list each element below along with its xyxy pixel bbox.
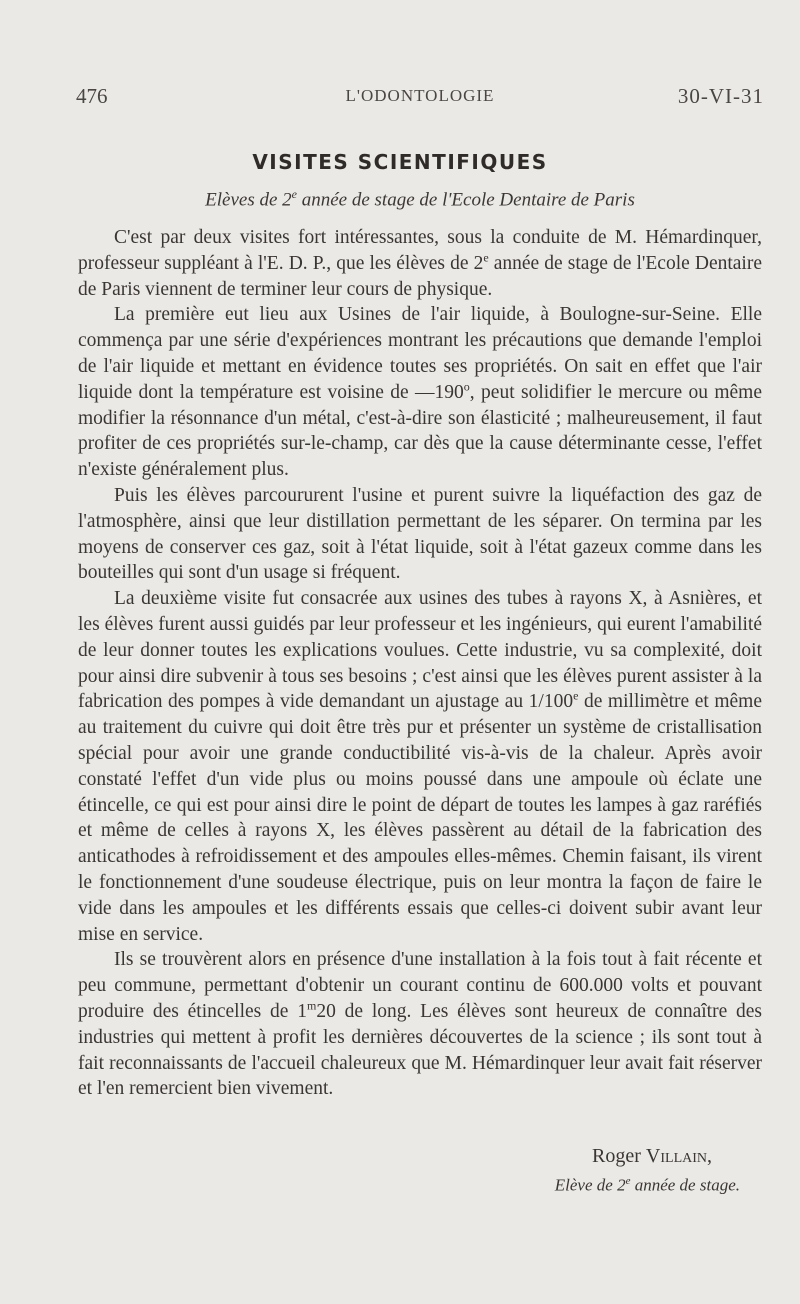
paragraph-2-text-a: La première eut lieu aux Usines de l'air liquide, à Boulogne-sur-Seine. Elle commença par une série d'expériences montrant les précautions que demande l'emploi de l'air liquide et mettant en évidence toutes ses propriétés. On sait en effet que l'air liquide dont la température est voisine de —190 <box>78 304 762 403</box>
journal-title: L'ODONTOLOGIE <box>345 86 495 105</box>
signature-role-superscript: e <box>625 1175 631 1187</box>
signature-role-text-b: année de stage. <box>630 1175 740 1195</box>
paragraph-1-text-a: C'est par deux visites fort intéressantes, sous la conduite de M. Hémardinquer, professeur suppléant à l'E. D. P., que les élèves de 2 <box>78 227 762 274</box>
paragraph-5-superscript: m <box>307 998 317 1013</box>
paragraph-4-text-b: de millimètre et même au traitement du cuivre qui doit être très pur et présenter un système de cristallisation spécial pour avoir une grande conductibilité vis-à-vis de la chaleur. Après avoir constaté l'effet d'un vide plus ou moins poussé dans une ampoule où éclate une étincelle, ce qui est pour ainsi dire le point de départ de toutes les lampes à gaz raréfiés et même de celles à rayons X, les élèves passèrent au détail de la fabrication des anticathodes à refroidissement et des ampoules elles-mêmes. Chemin faisant, ils virent le fonctionnement d'une soudeuse électrique, puis on leur montra la façon de faire le vide dans les ampoules et les différents essais que celles-ci doivent subir avant leur mise en service. <box>78 691 762 945</box>
signature-first-name: Roger <box>592 1145 646 1167</box>
article-subtitle <box>0 187 800 211</box>
signature-role-text-a: Elève de 2 <box>554 1175 626 1195</box>
paragraph-1-text-b: année de stage de l'Ecole Dentaire de Paris viennent de terminer leur cours de physique. <box>78 252 762 300</box>
paragraph-2-superscript: o <box>463 379 470 394</box>
paragraph-2 <box>78 302 762 483</box>
paragraph-1 <box>78 225 762 302</box>
article-body <box>78 225 762 1102</box>
signature-comma: , <box>707 1145 712 1167</box>
paragraph-5-text-b: 20 de long. Les élèves sont heureux de connaître des industries qui mettent à profit les dernières découvertes de la science ; ils sont tout à fait reconnaissants de l'accueil chaleureux que M. Hémardinquer leur avait fait réserver et l'en remercient bien vivement. <box>78 1000 763 1100</box>
paragraph-4 <box>78 586 762 947</box>
paragraph-5-text-a: Ils se trouvèrent alors en présence d'une installation à la fois tout à fait récente et peu commune, permettant d'obtenir un courant continu de 600.000 volts et pouvant produire des étincelles de 1 <box>78 949 762 1022</box>
subtitle-superscript: e <box>291 187 297 201</box>
signature-name <box>0 1145 712 1168</box>
paragraph-4-text-a: La deuxième visite fut consacrée aux usines des tubes à rayons X, à Asnières, et les élèves furent aussi guidés par leur professeur et les ingénieurs, qui eurent l'amabilité de leur donner toutes les explications voulues. Cette industrie, vu sa complexité, doit pour ainsi dire subvenir à tous ses besoins ; c'est ainsi que les élèves purent assister à la fabrication des pompes à vide demandant un ajustage au 1/100 <box>78 588 762 713</box>
article-title: VISITES SCIENTIFIQUES <box>252 150 548 174</box>
paragraph-3: Puis les élèves parcoururent l'usine et purent suivre la liquéfaction des gaz de l'atmosphère, ainsi que leur distillation permettant de les séparer. On termina par les moyens de conserver ces gaz, soit à l'état liquide, soit à l'état gazeux comme dans les bouteilles qui sont d'un usage si fréquent. <box>78 484 762 584</box>
paragraph-4-superscript: e <box>573 688 579 703</box>
paragraph-1-superscript: e <box>483 250 489 265</box>
subtitle-text-a: Elèves de 2 <box>205 189 292 211</box>
running-header <box>76 84 764 116</box>
paragraph-2-text-b: , peut solidifier le mercure ou même modifier la résonnance d'un métal, c'est-à-dire son élasticité ; malheureusement, il faut profiter de ces propriétés sur-le-champ, car dès que la cause déterminante cesse, l'effet n'existe généralement plus. <box>78 381 762 481</box>
paragraph-5 <box>78 947 762 1102</box>
signature-role <box>0 1175 740 1196</box>
issue-date: 30-VI-31 <box>677 84 764 108</box>
signature-last-name: Villain <box>645 1145 707 1167</box>
subtitle-text-b: année de stage de l'Ecole Dentaire de Paris <box>296 189 635 211</box>
page-number: 476 <box>76 84 108 108</box>
